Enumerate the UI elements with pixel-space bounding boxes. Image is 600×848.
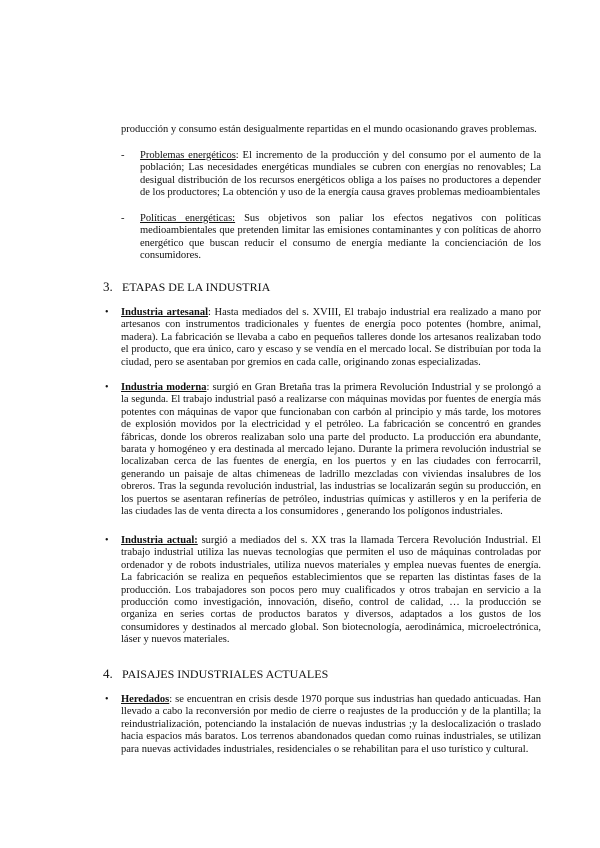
section-title: ETAPAS DE LA INDUSTRIA [122, 280, 271, 294]
bullet-text: : surgió en Gran Bretaña tras la primera Revolución Industrial y se prolongó a la segunda. El trabajo industrial pasó a realizarse con máquinas movidas por fuentes de energía más potentes con máquinas de vapor que funcionaban con carbón al principio y más tarde, los motores de explosión movidos por la electricidad y el petróleo. La fabricación se concentró en grandes fábricas, donde los obreros realizaban solo una parte del producto. La producción era abundante, barata y homogéneo y era destinada al mercado lejano. Durante la primera revolución industrial se localizaban cerca de las fuentes de energía, en los puertos y en las ciudades con ferrocarril, generando un paisaje de altas chimeneas de ladrillo mezcladas con viviendas insalubres de los obreros. Tras la segunda revolución industrial, las industrias se localizarán según su producción, en los puertos se asentaran refinerías de petróleo, industrias químicas y astilleros y en la periferia de las ciudades las de venta directa a los consumidores , generando los polígonos industriales. [121, 382, 541, 518]
dash-marker: - [121, 150, 125, 161]
dash-item-problemas-energeticos [121, 150, 541, 200]
bullet-marker: • [105, 535, 109, 546]
bullet-marker: • [105, 382, 109, 393]
bullet-text: : Hasta mediados del s. XVIII, El trabajo industrial era realizado a mano por artesanos con instrumentos tradicionales y fuentes de energía poco potentes (hombre, animal, madera). La fabricación se llevaba a cabo en pequeños talleres donde los artesanos realizaban todo el producto, que era único, caro y escaso y se vendía en el mercado local. Se distribuían por toda la ciudad, pero se asentaban por gremios en cada calle, originando zonas especializadas. [121, 307, 541, 368]
bullet-marker: • [105, 694, 109, 705]
bullet-marker: • [105, 307, 109, 318]
dash-text: Sus objetivos son paliar los efectos negativos con políticas medioambientales que pretenden limitar las emisiones contaminantes y con políticas de ahorro energético que buscan reducir el consumo de energía mediante la concienciación de los consumidores. [140, 213, 542, 262]
bullet-term: Industria actual: [121, 535, 198, 546]
dash-term: Políticas energéticas: [140, 213, 236, 224]
section-number: 3. [103, 279, 113, 294]
bullet-term: Industria moderna [121, 382, 207, 393]
section-title: PAISAJES INDUSTRIALES ACTUALES [122, 667, 329, 681]
section-number: 4. [103, 666, 113, 681]
bullet-industria-moderna [105, 382, 541, 518]
dash-marker: - [121, 213, 125, 224]
dash-text: El incremento de la producción y del consumo por el aumento de la población; Las necesidades energéticas mundiales se cubren con energías no renovables; La desigual distribución de los recursos energéticos obliga a los países no productores a depender de los productores; La obtención y uso de la energía causa graves problemas medioambientales [140, 150, 541, 199]
dash-item-politicas-energeticas [121, 213, 541, 263]
bullet-text: : se encuentran en crisis desde 1970 porque sus industrias han quedado anticuadas. Han llevado a cabo la reconversión por medio de cierre o reajustes de la producción y de la plantilla; la reindustrialización, potenciando la instalación de nuevas industrias ;y la deslocalización o traslado hacia espacios más baratos. Los terrenos abandonados quedan como ruinas industriales, se utilizan para nuevas actividades industriales, residenciales o se rehabilitan para el uso turístico y cultural. [121, 694, 541, 755]
dash-separator [235, 213, 244, 224]
dash-term: Problemas energéticos [140, 150, 236, 161]
bullet-industria-artesanal [105, 307, 541, 369]
section-heading-paisajes [103, 666, 328, 682]
dash-separator: : [235, 150, 243, 161]
bullet-text: surgió a mediados del s. XX tras la llamada Tercera Revolución Industrial. El trabajo industrial utiliza las nuevas tecnologías que permiten el uso de máquinas controladas por ordenador y de robots industriales, utiliza nuevos materiales y emplea nuevas fuentes de energía. La fabricación se realiza en pequeños establecimientos que se reparten las distintas fases de la producción. Los trabajadores son pocos pero muy cualificados y otros trabajan en servicio a la producción como investigación, innovación, diseño, control de calidad, … la producción se organiza en series cortas de productos baratos y diversos, adaptados a los gustos de los consumidores y destinados al mercado global. Son biotecnología, aerodinámica, microelectrónica, láser y nuevos materiales. [121, 535, 541, 646]
bullet-industria-actual [105, 535, 541, 647]
section-heading-etapas [103, 279, 270, 295]
bullet-heredados [105, 694, 541, 756]
bullet-term: Industria artesanal [121, 307, 209, 318]
continuation-paragraph: producción y consumo están desigualmente repartidas en el mundo ocasionando graves problemas. [121, 124, 537, 135]
bullet-term: Heredados [121, 694, 170, 705]
